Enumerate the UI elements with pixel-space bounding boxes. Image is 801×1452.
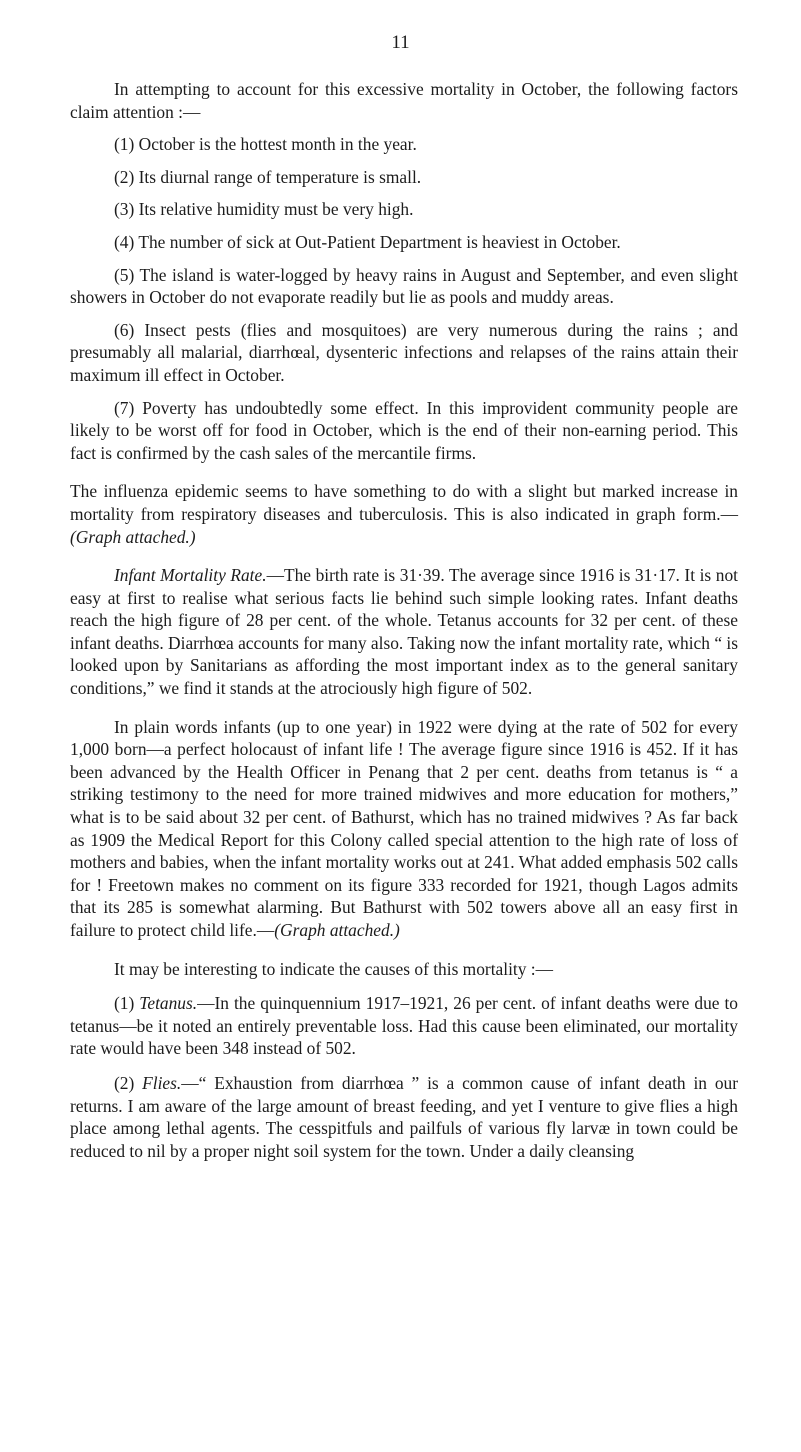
item-text: Insect pests (flies and mosquitoes) are very numerous during the rains ; and presumably all malarial, diarrhœal, dysenteric infections and relapses of the rains attain their maximum ill effect in October. [70,319,738,385]
item-number: (1) [114,134,135,155]
item-text: Poverty has undoubtedly some effect. In this improvident community people are likely to be worst off for food in October, which is the end of their non-earning period. This fact is confirmed by the cash sales of the mercantile firms. [70,397,738,463]
page-number: 11 [391,32,410,53]
factor-item [70,231,738,254]
item-number: (4) [114,231,135,252]
item-text: Its diurnal range of temperature is small. [138,166,422,187]
item-text: The number of sick at Out-Patient Department is heaviest in October. [138,231,621,252]
item-number: (5) [114,264,135,285]
cause-heading: Tetanus. [139,993,198,1014]
infant-mortality-text: —The birth rate is 31·39. The average since 1916 is 31·17. It is not easy at first to realise what serious facts lie behind such simple looking rates. Infant deaths reach the high figure of 28 per cent. of the whole. Tetanus accounts for 32 per cent. of these infant deaths. Diarrhœa accounts for many also. Taking now the infant mortality rate, which “ is looked upon by Sanitarians as affording the most important index as to the general sanitary conditions,” we find it stands at the atrociously high figure of 502. [70,565,738,699]
item-number: (3) [114,199,135,220]
influenza-paragraph [70,480,738,548]
cause-text: —“ Exhaustion from diarrhœa ” is a common cause of infant death in our returns. I am aware of the large amount of breast feeding, and yet I venture to give flies a high place among lethal agents. The cesspitfuls and pailfuls of various fly larvæ in town could be reduced to nil by a proper night soil system for the town. Under a daily cleansing [70,1072,738,1161]
cause-item-flies [70,1072,738,1162]
item-number: (1) [114,993,135,1014]
causes-intro: It may be interesting to indicate the causes of this mortality :— [114,958,554,979]
plain-words-paragraph [70,716,738,942]
factor-item [70,198,738,221]
item-text: Its relative humidity must be very high. [138,199,414,220]
factor-item [70,264,738,309]
graph-reference: (Graph attached.) [274,920,400,940]
cause-heading: Flies. [142,1072,182,1093]
factor-item [70,397,738,465]
body-text [70,78,738,1162]
cause-text: —In the quinquennium 1917–1921, 26 per cent. of infant deaths were due to tetanus—be it noted an entirely preventable loss. Had this cause been eliminated, our mortality rate would have been 348 instead of 502. [70,993,738,1059]
cause-item-tetanus [70,992,738,1060]
item-number: (2) [114,166,135,187]
factor-item [70,319,738,387]
item-text: The island is water-logged by heavy rains in August and September, and even slight showers in October do not evaporate readily but lie as pools and muddy areas. [70,264,738,308]
item-number: (6) [114,319,135,340]
item-number: (7) [114,397,135,418]
infant-mortality-paragraph [70,564,738,700]
item-number: (2) [114,1072,135,1093]
intro-paragraph: In attempting to account for this excessive mortality in October, the following factors claim attention :— [70,79,738,122]
influenza-text: The influenza epidemic seems to have something to do with a slight but marked increase in mortality from respiratory diseases and tuberculosis. This is also indicated in graph form.— [70,481,738,524]
item-text: October is the hottest month in the year. [138,134,417,155]
plain-words-text: In plain words infants (up to one year) in 1922 were dying at the rate of 502 for every 1,000 born—a perfect holocaust of infant life ! The average figure since 1916 is 452. If it has been advanced by the Health Officer in Penang that 2 per cent. deaths from tetanus is “ a striking testimony to the need for more trained midwives and more education for mothers,” what is to be said about 32 per cent. of Bathurst, which has no trained midwives ? As far back as 1909 the Medical Report for this Colony called special attention to the high rate of loss of mothers and babies, when the infant mortality works out at 241. What added emphasis 502 calls for ! Freetown makes no comment on its figure 333 recorded for 1921, though Lagos admits that its 285 is somewhat alarming. But Bathurst with 502 towers above all an easy first in failure to protect child life.— [70,716,738,940]
section-heading: Infant Mortality Rate. [114,565,267,586]
factor-item [70,133,738,156]
graph-reference: (Graph attached.) [70,526,196,547]
factor-item [70,166,738,189]
factors-list [70,133,738,464]
